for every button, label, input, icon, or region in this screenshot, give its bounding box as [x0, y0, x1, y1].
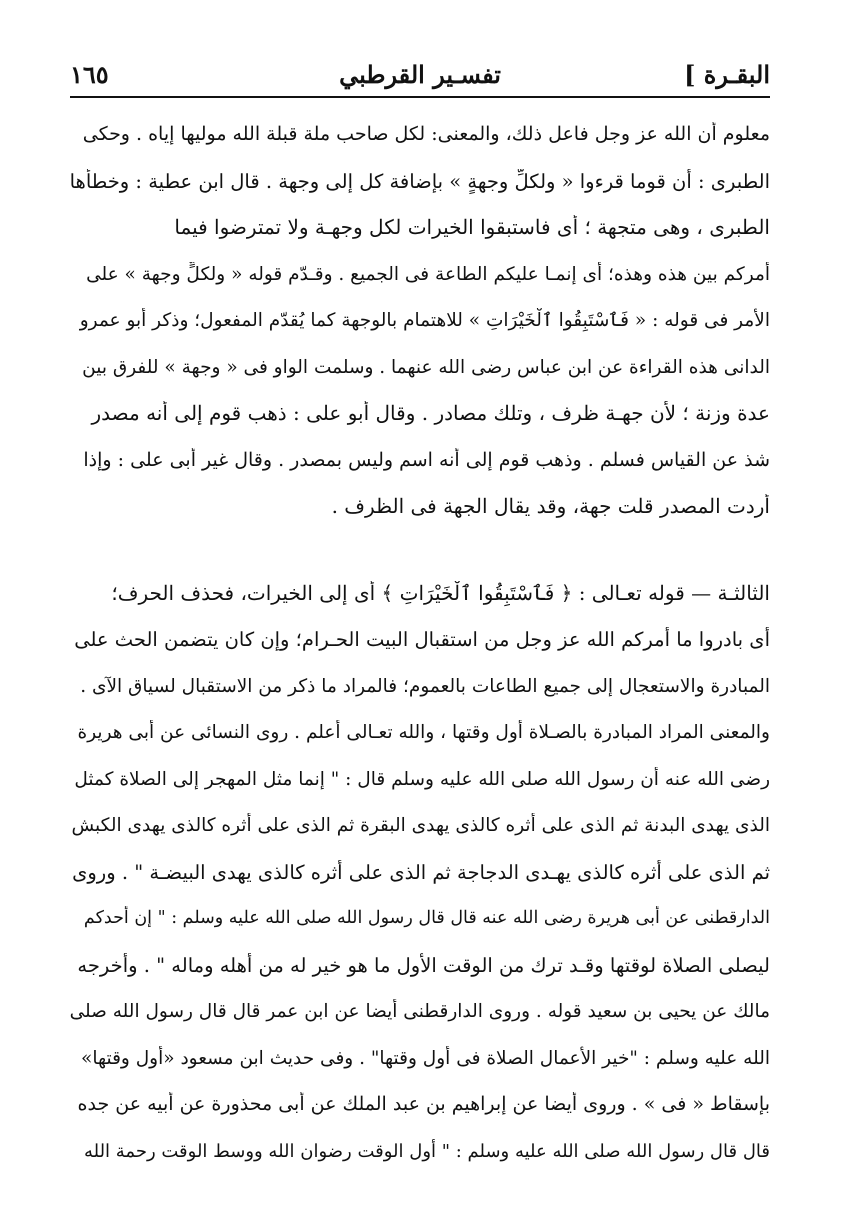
header-rule — [70, 96, 770, 98]
text-line: معلوم أن الله عز وجل فاعل ذلك، والمعنى: لكل صاحب ملة قبلة الله موليها إياه . وحكى — [82, 123, 770, 145]
book-title: تفسـير القرطبي — [339, 60, 501, 89]
text-line: الدارقطنى عن أبى هريرة رضى الله عنه قال قال رسول الله صلى الله عليه وسلم : " إن أحدكم — [83, 908, 770, 928]
text-line: الله عليه وسلم : "خير الأعمال الصلاة فى أول وقتها" . وفى حديث ابن مسعود «أول وقتها» — [81, 1047, 770, 1069]
paragraph-gap — [70, 541, 770, 581]
text-line: ثم الذى على أثره كالذى يهـدى الدجاجة ثم الذى على أثره كالذى يهدى البيضـة " . وروى — [72, 860, 770, 884]
text-line: عدة وزنة ؛ لأن جهـة ظرف ، وتلك مصادر . وقال أبو على : ذهب قوم إلى أنه مصدر — [91, 401, 770, 425]
text-line: الطبرى ، وهى متجهة ؛ أى فاستبقوا الخيرات لكل وجهـة ولا تمترضوا فيما — [174, 215, 770, 239]
text-line: رضى الله عنه أن رسول الله صلى الله عليه وسلم قال : " إنما مثل المهجر إلى الصلاة كمثل — [74, 768, 770, 790]
text-line: أمركم بين هذه وهذه؛ أى إنمـا عليكم الطاعة فى الجميع . وقـدّم قوله « ولكلٍّ وجهة » على — [86, 263, 770, 285]
text-line: بإسقاط « فى » . وروى أيضا عن إبراهيم بن عبد الملك عن أبى محذورة عن أبيه عن جده — [77, 1093, 770, 1115]
text-line: ليصلى الصلاة لوقتها وقـد ترك من الوقت الأول ما هو خير له من أهله وماله " . وأخرجه — [77, 953, 770, 977]
text-line: مالك عن يحيى بن سعيد قوله . وروى الدارقطنى أيضا عن ابن عمر قال قال رسول الله صلى — [70, 1001, 770, 1022]
paragraph-1 — [70, 122, 770, 541]
page-body — [70, 122, 770, 1185]
paragraph-2 — [70, 581, 770, 1186]
section-title: البقـرة ] — [684, 60, 770, 89]
text-line: أردت المصدر قلت جهة، وقد يقال الجهة فى الظرف . — [331, 494, 770, 518]
text-line: الثالثـة — قوله تعـالى : ﴿ فَٱسْتَبِقُوا ٱلْخَيْرَاتِ ﴾ أى إلى الخيرات، فحذف الحرف؛ — [111, 580, 770, 605]
text-line: الطبرى : أن قوما قرءوا « ولكلِّ وجهةٍ » بإضافة كل إلى وجهة . قال ابن عطية : وخطأها — [70, 169, 770, 193]
text-line: شذ عن القياس فسلم . وذهب قوم إلى أنه اسم وليس بمصدر . وقال غير أبى على : وإذا — [83, 448, 770, 471]
page-number: ١٦٥ — [70, 60, 109, 89]
running-header — [70, 56, 770, 96]
text-line: قال قال رسول الله صلى الله عليه وسلم : " أول الوقت رضوان الله ووسط الوقت رحمة الله — [83, 1140, 770, 1162]
text-line: والمعنى المراد المبادرة بالصـلاة أول وقتها ، والله تعـالى أعلم . روى النسائى عن أبى هريرة — [77, 722, 770, 743]
text-line: الأمر فى قوله : « فَٱسْتَبِقُوا ٱلْخَيْرَاتِ » للاهتمام بالوجهة كما يُقدّم المفعول؛ وذكر أبو عمرو — [79, 310, 770, 331]
text-line: أى بادروا ما أمركم الله عز وجل من استقبال البيت الحـرام؛ وإن كان يتضمن الحث على — [74, 628, 770, 651]
text-line: الذى يهدى البدنة ثم الذى على أثره كالذى يهدى البقرة ثم الذى على أثره كالذى يهدى الكبش — [71, 815, 770, 836]
text-line: الدانى هذه القراءة عن ابن عباس رضى الله عنهما . وسلمت الواو فى « وجهة » للفرق بين — [82, 356, 770, 378]
text-line: المبادرة والاستعجال إلى جميع الطاعات بالعموم؛ فالمراد ما ذكر من الاستقبال لسياق الآى . — [80, 675, 770, 697]
